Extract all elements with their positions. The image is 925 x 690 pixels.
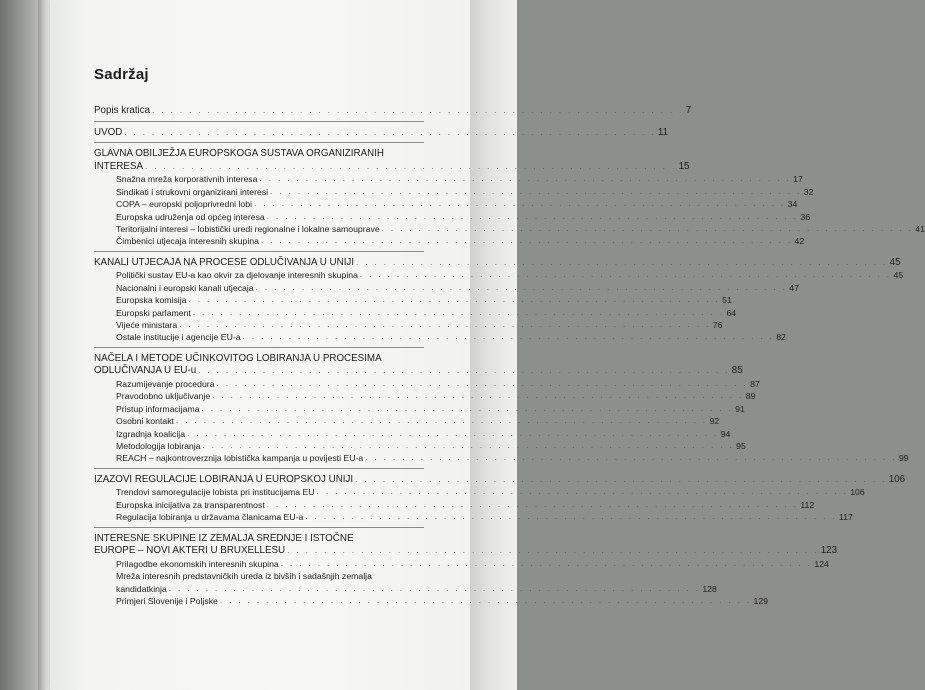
toc-entry-label: Europska udruženja od općeg interesa — [116, 211, 265, 222]
toc-entry-page: 95 — [736, 441, 746, 452]
chapter-heading — [94, 473, 906, 487]
toc-entry-label: Snažna mreža korporativnih interesa — [116, 174, 258, 185]
toc-entry-label: Čimbenici utjecaja interesnih skupina — [116, 236, 259, 247]
leader-dots: . . . . . . . . . . . . . . . . . . . . . . . . . . . . . . . . . . . . . . . . . . . . . . . . . . . . . . . . . . — [198, 366, 730, 376]
toc-entry-page: 42 — [794, 236, 805, 247]
toc-entry-label: Teritorijalni interesi – lobistički uredi regionalne i lokalne samouprave — [116, 224, 380, 234]
leader-dots: . . . . . . . . . . . . . . . . . . . . . . . . . . . . . . . . . . . . . . . . . . . . . . . . . . . . . . . . . . — [280, 558, 813, 568]
toc-entry — [94, 583, 717, 595]
toc-entry — [94, 415, 720, 427]
toc-entry — [94, 511, 853, 523]
leader-dots: . . . . . . . . . . . . . . . . . . . . . . . . . . . . . . . . . . . . . . . . . . . . . . . . . . . . . . . . . . — [305, 512, 837, 522]
toc-entry-label: Ostale institucije i agencije EU-a — [116, 332, 241, 343]
chapter-heading-label: IZAZOVI REGULACIJE LOBIRANJA U EUROPSKOJ UNIJI — [94, 473, 354, 485]
toc-entry-label: Politički sustav EU-a kao okvir za djelovanje interesnih skupina — [116, 270, 358, 281]
toc-entry-page: 45 — [893, 270, 904, 281]
toc-entry-label: Pravodobno uključivanje — [116, 391, 211, 402]
toc-entry-label: Sindikati i strukovni organizirani interesi — [116, 186, 269, 197]
toc-entry-label: Vijeće ministara — [116, 320, 178, 331]
leader-dots: . . . . . . . . . . . . . . . . . . . . . . . . . . . . . . . . . . . . . . . . . . . . . . . . . . . . . . . . . . — [152, 106, 684, 115]
chapter-heading-line: INTERESNE SKUPINE IZ ZEMALJA SREDNJE I ISTOČNE — [94, 532, 354, 544]
toc-entry — [94, 558, 829, 570]
toc-entry-page: 17 — [793, 174, 803, 185]
toc-entry-line: Mreža interesnih predstavničkih ureda iz bivših i sadašnjih zemalja — [116, 571, 372, 582]
toc-entry-page: 92 — [709, 416, 720, 427]
toc-entry-label: Europska komisija — [116, 295, 187, 306]
toc-entry-label: Europska inicijativa za transparentnost — [116, 499, 265, 510]
toc-entry — [94, 235, 805, 247]
leader-dots: . . . . . . . . . . . . . . . . . . . . . . . . . . . . . . . . . . . . . . . . . . . . . . . . . . . . . . . . . . — [192, 307, 725, 317]
chapter-heading-page: 85 — [731, 365, 743, 377]
toc-entry-label: COPA – europski poljoprivredni lobi — [116, 199, 253, 210]
toc-chapter — [94, 256, 904, 348]
leader-dots: . . . . . . . . . . . . . . . . . . . . . . . . . . . . . . . . . . . . . . . . . . . . . . . . . . . . . . . . . . — [212, 391, 744, 401]
toc-entry-page: 129 — [753, 596, 768, 607]
toc-entry — [94, 319, 723, 331]
leader-dots: . . . . . . . . . . . . . . . . . . . . . . . . . . . . . . . . . . . . . . . . . . . . . . . . . . . . . . . . . . — [270, 186, 802, 196]
toc-entry-label: Metodologija lobiranja — [116, 441, 201, 452]
chapter-heading-label: Popis kratica — [94, 105, 151, 116]
chapter-heading-line: GLAVNA OBILJEŽJA EUROPSKOGA SUSTAVA ORGANIZIRANIH — [94, 148, 384, 160]
toc-entry — [94, 186, 814, 198]
leader-dots: . . . . . . . . . . . . . . . . . . . . . . . . . . . . . . . . . . . . . . . . . . . . . . . . . . . . . . . . . . — [179, 320, 711, 330]
toc-entry-page: 106 — [850, 487, 865, 498]
leader-dots: . . . . . . . . . . . . . . . . . . . . . . . . . . . . . . . . . . . . . . . . . . . . . . . . . . . . . . . . . . — [242, 332, 775, 342]
toc-entry-page: 89 — [745, 391, 756, 402]
toc-entry — [94, 294, 732, 306]
toc-chapter — [94, 352, 909, 469]
chapter-heading — [94, 105, 692, 118]
table-of-contents — [94, 66, 925, 616]
toc-entry — [94, 198, 798, 210]
toc-entry — [94, 390, 756, 402]
toc-entry-page: 94 — [720, 428, 731, 439]
leader-dots: . . . . . . . . . . . . . . . . . . . . . . . . . . . . . . . . . . . . . . . . . . . . . . . . . . . . . . . . . . — [259, 174, 792, 184]
leader-dots: . . . . . . . . . . . . . . . . . . . . . . . . . . . . . . . . . . . . . . . . . . . . . . . . . . . . . . . . . . — [356, 257, 888, 267]
leader-dots: . . . . . . . . . . . . . . . . . . . . . . . . . . . . . . . . . . . . . . . . . . . . . . . . . . . . . . . . . . — [255, 282, 788, 292]
leader-dots: . . . . . . . . . . . . . . . . . . . . . . . . . . . . . . . . . . . . . . . . . . . . . . . . . . . . . . . . . . — [365, 453, 897, 463]
toc-entry — [94, 269, 904, 281]
toc-entry — [94, 282, 799, 294]
toc-entry-page: 117 — [838, 512, 853, 523]
chapter-heading-page: 106 — [888, 473, 906, 485]
toc-entry-label: Europski parlament — [116, 307, 191, 318]
toc-entry — [94, 440, 746, 452]
toc-entry-label: Izgradnja koalicija — [116, 428, 186, 439]
toc-entry — [94, 173, 803, 185]
toc-entry-page: 41 — [915, 224, 925, 234]
toc-entry-page: 99 — [898, 453, 909, 464]
toc-entry-page: 34 — [787, 199, 798, 210]
toc-entry — [94, 331, 786, 343]
toc-entry — [94, 499, 815, 511]
leader-dots: . . . . . . . . . . . . . . . . . . . . . . . . . . . . . . . . . . . . . . . . . . . . . . . . . . . . . . . . . . — [187, 428, 719, 438]
toc-entry-page: 51 — [722, 295, 732, 306]
toc-entry — [94, 452, 909, 464]
chapter-heading — [94, 256, 901, 270]
toc-entry — [94, 486, 865, 498]
toc-entry — [94, 378, 760, 390]
leader-dots: . . . . . . . . . . . . . . . . . . . . . . . . . . . . . . . . . . . . . . . . . . . . . . . . . . . . . . . . . . — [254, 199, 786, 209]
toc-entry — [94, 211, 811, 223]
leader-dots: . . . . . . . . . . . . . . . . . . . . . . . . . . . . . . . . . . . . . . . . . . . . . . . . . . . . . . . . . . — [201, 403, 734, 413]
toc-entry — [94, 403, 745, 415]
leader-dots: . . . . . . . . . . . . . . . . . . . . . . . . . . . . . . . . . . . . . . . . . . . . . . . . . . . . . . . . . . — [216, 379, 749, 389]
toc-entry-page: 124 — [814, 558, 829, 569]
leader-dots: . . . . . . . . . . . . . . . . . . . . . . . . . . . . . . . . . . . . . . . . . . . . . . . . . . . . . . . . . . — [359, 270, 892, 280]
leader-dots: . . . . . . . . . . . . . . . . . . . . . . . . . . . . . . . . . . . . . . . . . . . . . . . . . . . . . . . . . . — [145, 161, 677, 171]
toc-entry-label: kandidatkinja — [116, 583, 167, 594]
leader-dots: . . . . . . . . . . . . . . . . . . . . . . . . . . . . . . . . . . . . . . . . . . . . . . . . . . . . . . . . . . — [260, 236, 793, 246]
leader-dots: . . . . . . . . . . . . . . . . . . . . . . . . . . . . . . . . . . . . . . . . . . . . . . . . . . . . . . . . . . — [381, 224, 914, 233]
toc-chapter — [94, 105, 692, 122]
leader-dots: . . . . . . . . . . . . . . . . . . . . . . . . . . . . . . . . . . . . . . . . . . . . . . . . . . . . . . . . . . — [188, 295, 721, 305]
toc-entry-page: 112 — [800, 499, 815, 510]
toc-chapter — [94, 148, 925, 252]
leader-dots: . . . . . . . . . . . . . . . . . . . . . . . . . . . . . . . . . . . . . . . . . . . . . . . . . . . . . . . . . . — [168, 583, 701, 593]
chapter-heading-page: 7 — [685, 105, 692, 116]
leader-dots: . . . . . . . . . . . . . . . . . . . . . . . . . . . . . . . . . . . . . . . . . . . . . . . . . . . . . . . . . . — [175, 416, 708, 426]
leader-dots: . . . . . . . . . . . . . . . . . . . . . . . . . . . . . . . . . . . . . . . . . . . . . . . . . . . . . . . . . . — [355, 474, 887, 484]
chapter-heading-label: UVOD — [94, 126, 123, 138]
leader-dots: . . . . . . . . . . . . . . . . . . . . . . . . . . . . . . . . . . . . . . . . . . . . . . . . . . . . . . . . . . — [124, 127, 656, 137]
chapter-heading-page: 15 — [678, 160, 690, 172]
toc-entry-page: 32 — [803, 186, 814, 197]
chapter-heading — [94, 545, 838, 558]
chapter-heading-page: 123 — [820, 545, 838, 557]
chapter-heading — [94, 160, 690, 174]
toc-entry — [94, 428, 731, 440]
chapter-heading-page: 11 — [657, 126, 669, 138]
toc-chapter — [94, 126, 669, 144]
toc-entry — [94, 595, 768, 607]
chapter-heading — [94, 365, 743, 378]
toc-entry-page: 87 — [750, 379, 760, 390]
chapter-heading — [94, 126, 669, 140]
toc-title: Sadržaj — [94, 66, 149, 83]
toc-entry-label: Nacionalni i europski kanali utjecaja — [116, 282, 254, 293]
leader-dots: . . . . . . . . . . . . . . . . . . . . . . . . . . . . . . . . . . . . . . . . . . . . . . . . . . . . . . . . . . — [316, 487, 849, 497]
chapter-heading-label: EUROPE – NOVI AKTERI U BRUXELLESU — [94, 545, 286, 557]
toc-entry-label: Primjeri Slovenije i Poljske — [116, 596, 218, 607]
toc-entry-page: 82 — [776, 332, 786, 343]
chapter-heading-label: ODLUČIVANJA U EU-u — [94, 365, 197, 377]
leader-dots: . . . . . . . . . . . . . . . . . . . . . . . . . . . . . . . . . . . . . . . . . . . . . . . . . . . . . . . . . . — [287, 546, 819, 556]
toc-entry-page: 91 — [735, 403, 745, 414]
toc-entry-label: Pristup informacijama — [116, 403, 200, 414]
toc-entry-page: 64 — [726, 307, 737, 318]
toc-entry-label: REACH – najkontroverznija lobistička kampanja u povijesti EU-a — [116, 453, 364, 464]
chapter-heading-label: INTERESA — [94, 160, 143, 172]
toc-entry — [94, 223, 925, 235]
toc-entry-label: Regulacija lobiranja u državama članicama EU-a — [116, 512, 304, 523]
chapter-heading-line: NAČELA I METODE UČINKOVITOG LOBIRANJA U PROCESIMA — [94, 352, 382, 364]
toc-entry-label: Osobni kontakt — [116, 416, 174, 427]
chapter-heading-label: KANALI UTJECAJA NA PROCESE ODLUČIVANJA U UNIJI — [94, 256, 355, 268]
toc-entry-label: Prilagodbe ekonomskih interesnih skupina — [116, 558, 279, 569]
toc-groups — [94, 105, 925, 611]
leader-dots: . . . . . . . . . . . . . . . . . . . . . . . . . . . . . . . . . . . . . . . . . . . . . . . . . . . . . . . . . . — [202, 441, 735, 451]
toc-entry-page: 47 — [789, 282, 799, 293]
toc-chapter — [94, 473, 906, 528]
toc-entry-page: 36 — [800, 211, 811, 222]
toc-entry-page: 76 — [712, 320, 723, 331]
leader-dots: . . . . . . . . . . . . . . . . . . . . . . . . . . . . . . . . . . . . . . . . . . . . . . . . . . . . . . . . . . — [266, 499, 799, 509]
toc-entry-label: Trendovi samoregulacije lobista pri institucijama EU — [116, 487, 315, 498]
leader-dots: . . . . . . . . . . . . . . . . . . . . . . . . . . . . . . . . . . . . . . . . . . . . . . . . . . . . . . . . . . — [266, 211, 799, 221]
leader-dots: . . . . . . . . . . . . . . . . . . . . . . . . . . . . . . . . . . . . . . . . . . . . . . . . . . . . . . . . . . — [219, 596, 752, 606]
chapter-heading-page: 45 — [889, 256, 901, 268]
toc-entry-label: Razumijevanje procedura — [116, 379, 215, 390]
toc-chapter — [94, 532, 838, 611]
toc-entry-page: 128 — [702, 583, 717, 594]
toc-entry — [94, 307, 737, 319]
